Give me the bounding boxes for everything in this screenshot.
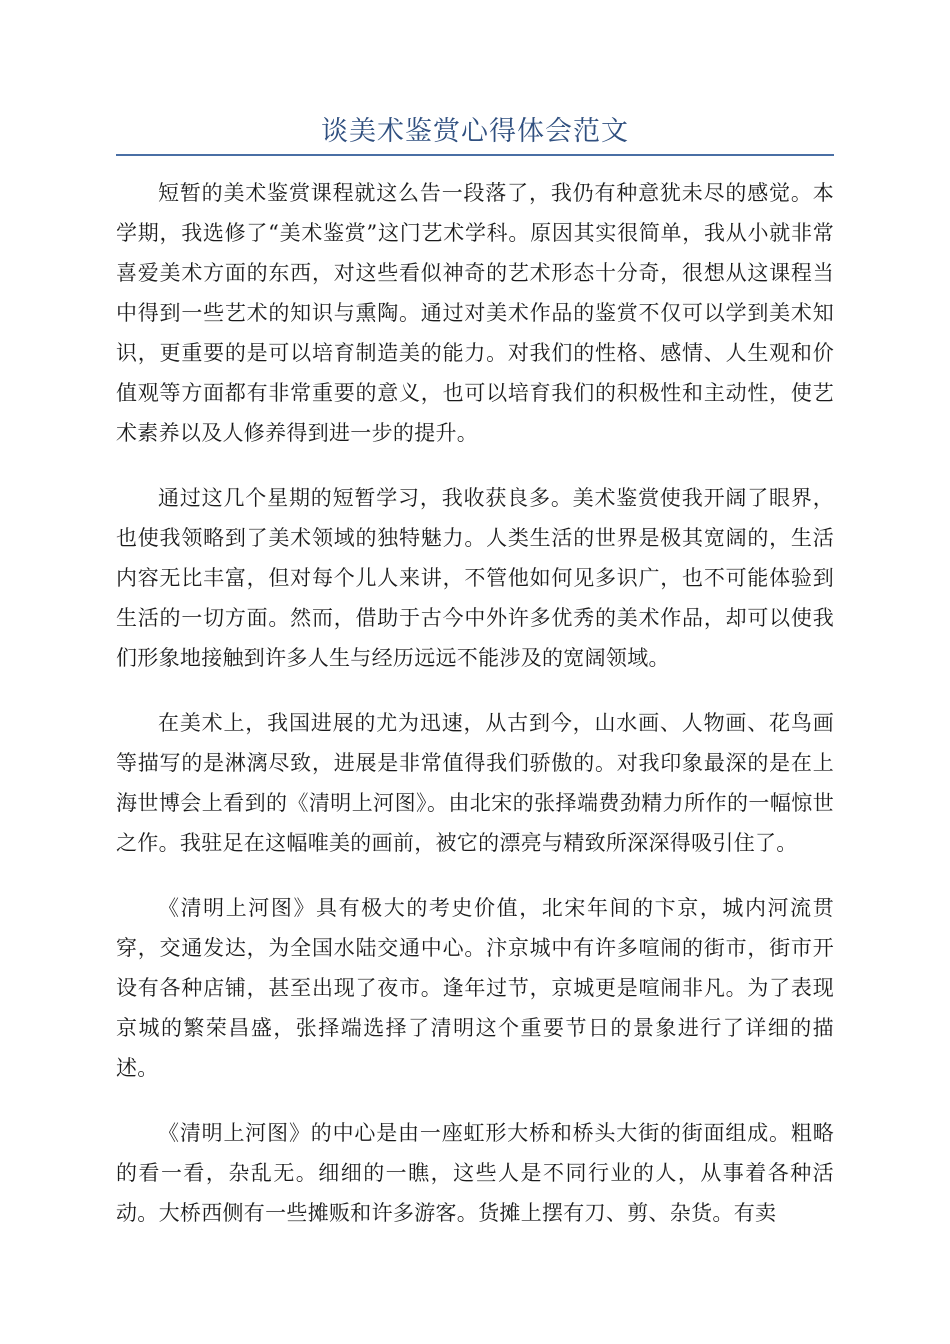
document-title: 谈美术鉴赏心得体会范文 — [321, 116, 629, 147]
title-underline — [116, 154, 834, 156]
paragraph-1: 短暂的美术鉴赏课程就这么告一段落了，我仍有种意犹未尽的感觉。本学期，我选修了“美术鉴赏”这门艺术学科。原因其实很简单，我从小就非常喜爱美术方面的东西，对这些看似神奇的艺术形态十分奇，很想从这课程当中得到一些艺术的知识与熏陶。通过对美术作品的鉴赏不仅可以学到美术知识，更重要的是可以培育制造美的能力。对我们的性格、感情、人生观和价值观等方面都有非常重要的意义，也可以培育我们的积极性和主动性，使艺术素养以及人修养得到进一步的提升。 — [116, 181, 834, 445]
document-body — [116, 173, 834, 1258]
paragraph-4: 《清明上河图》具有极大的考史价值，北宋年间的卞京，城内河流贯穿，交通发达，为全国水陆交通中心。汴京城中有许多喧闹的街市，街市开设有各种店铺，甚至出现了夜市。逢年过节，京城更是喧闹非凡。为了表现京城的繁荣昌盛，张择端选择了清明这个重要节日的景象进行了详细的描述。 — [116, 896, 834, 1080]
paragraph-2: 通过这几个星期的短暂学习，我收获良多。美术鉴赏使我开阔了眼界，也使我领略到了美术领域的独特魅力。人类生活的世界是极其宽阔的，生活内容无比丰富，但对每个儿人来讲，不管他如何见多识广，也不可能体验到生活的一切方面。然而，借助于古今中外许多优秀的美术作品，却可以使我们形象地接触到许多人生与经历远远不能涉及的宽阔领域。 — [116, 486, 834, 670]
paragraph-5: 《清明上河图》的中心是由一座虹形大桥和桥头大街的街面组成。粗略的看一看，杂乱无。细细的一瞧，这些人是不同行业的人，从事着各种活动。大桥西侧有一些摊贩和许多游客。货摊上摆有刀、剪、杂货。有卖 — [116, 1121, 834, 1225]
paragraph-3: 在美术上，我国进展的尤为迅速，从古到今，山水画、人物画、花鸟画等描写的是淋漓尽致，进展是非常值得我们骄傲的。对我印象最深的是在上海世博会上看到的《清明上河图》。由北宋的张择端费劲精力所作的一幅惊世之作。我驻足在这幅唯美的画前，被它的漂亮与精致所深深得吸引住了。 — [116, 711, 834, 855]
